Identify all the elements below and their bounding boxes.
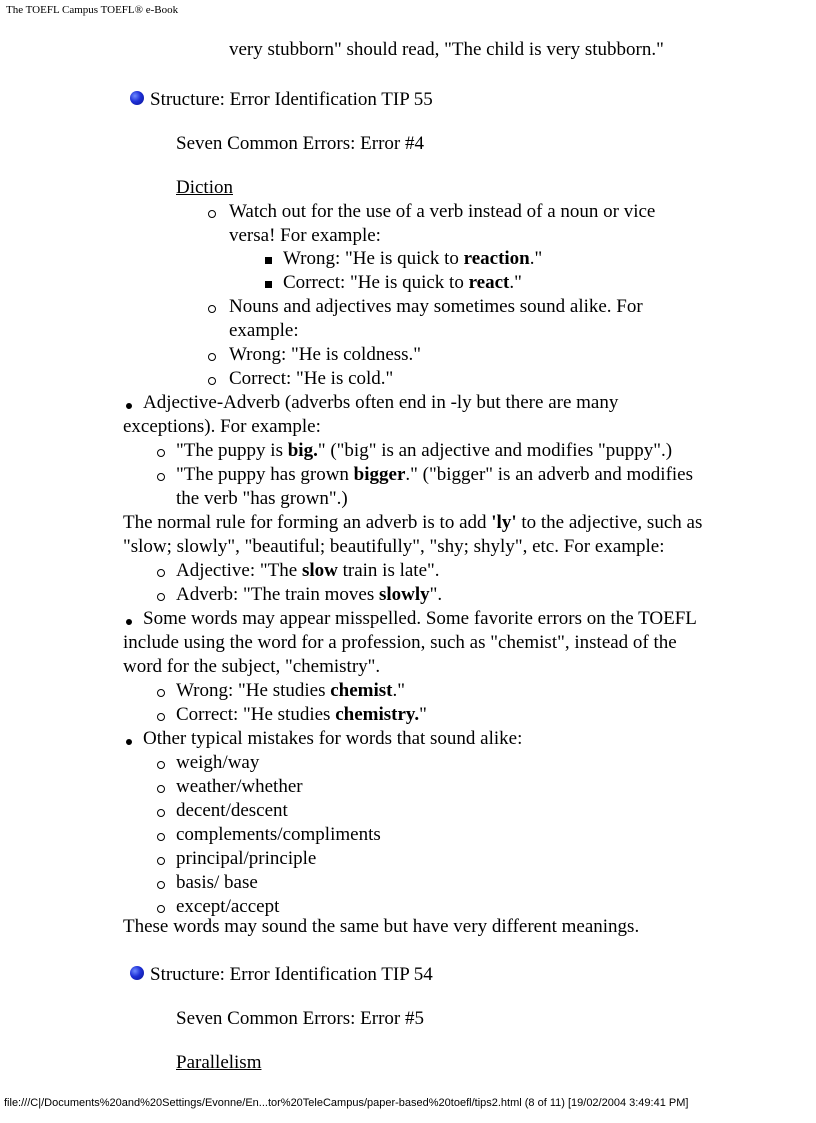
tip55-correct-example: Correct: "He is quick to react." xyxy=(283,272,522,293)
sound-alike-closing: These words may sound the same but have very different meanings. xyxy=(123,916,640,937)
list-item: complements/compliments xyxy=(176,824,381,845)
intro-tail: very stubborn" should read, "The child is very stubborn." xyxy=(229,39,664,60)
square-bullet-icon xyxy=(265,281,272,288)
chemistry-correct: Correct: "He studies chemistry." xyxy=(176,704,427,725)
tip55-heading: Diction xyxy=(176,177,233,198)
adverb-example: Adverb: "The train moves slowly". xyxy=(176,584,443,605)
circle-bullet-icon xyxy=(157,449,165,457)
tip54-subtitle: Seven Common Errors: Error #5 xyxy=(176,1008,425,1029)
tip55-title: Structure: Error Identification TIP 55 xyxy=(150,89,433,110)
tip55-item-nouns-adjectives: Nouns and adjectives may sometimes sound alike. For example: xyxy=(229,296,643,341)
square-bullet-icon xyxy=(265,257,272,264)
blue-ball-icon xyxy=(130,91,144,105)
sound-alike-bullet: Other typical mistakes for words that sound alike: xyxy=(143,728,523,749)
adj-example-bigger: "The puppy has grown bigger." ("bigger" is an adverb and modifies the verb "has grown".) xyxy=(176,464,693,509)
disc-bullet-icon xyxy=(126,739,132,745)
circle-bullet-icon xyxy=(157,809,165,817)
list-item: weather/whether xyxy=(176,776,303,797)
list-item: decent/descent xyxy=(176,800,288,821)
circle-bullet-icon xyxy=(208,353,216,361)
adj-adv-bullet: Adjective-Adverb (adverbs often end in -ly but there are many exceptions). For example: xyxy=(123,392,619,437)
adj-example-big: "The puppy is big." ("big" is an adjective and modifies "puppy".) xyxy=(176,440,673,461)
circle-bullet-icon xyxy=(208,377,216,385)
tip55-subtitle: Seven Common Errors: Error #4 xyxy=(176,133,425,154)
circle-bullet-icon xyxy=(157,857,165,865)
tip55-item-correct-cold: Correct: "He is cold." xyxy=(229,368,394,389)
circle-bullet-icon xyxy=(208,210,216,218)
tip55-item-verb-noun: Watch out for the use of a verb instead of a noun or vice versa! For example: xyxy=(229,201,656,246)
circle-bullet-icon xyxy=(157,689,165,697)
blue-ball-icon xyxy=(130,966,144,980)
page-footer-path: file:///C|/Documents%20and%20Settings/Evonne/En...tor%20TeleCampus/paper-based%20toefl/tips2.html (8 of 11) [19/02/2004 3:49:41 PM] xyxy=(4,1097,689,1109)
circle-bullet-icon xyxy=(208,305,216,313)
circle-bullet-icon xyxy=(157,833,165,841)
circle-bullet-icon xyxy=(157,593,165,601)
list-item: basis/ base xyxy=(176,872,258,893)
circle-bullet-icon xyxy=(157,761,165,769)
circle-bullet-icon xyxy=(157,473,165,481)
circle-bullet-icon xyxy=(157,569,165,577)
adjective-example: Adjective: "The slow train is late". xyxy=(176,560,440,581)
page-header: The TOEFL Campus TOEFL® e-Book xyxy=(6,4,179,16)
list-item: principal/principle xyxy=(176,848,317,869)
tip54-title: Structure: Error Identification TIP 54 xyxy=(150,964,433,985)
circle-bullet-icon xyxy=(157,713,165,721)
circle-bullet-icon xyxy=(157,905,165,913)
circle-bullet-icon xyxy=(157,785,165,793)
tip54-heading: Parallelism xyxy=(176,1052,262,1073)
adverb-rule: The normal rule for forming an adverb is to add 'ly' to the adjective, such as "slow; slowly", "beautiful; beautifully", "shy; shyly", etc. For example: xyxy=(123,512,703,557)
list-item: except/accept xyxy=(176,896,280,917)
tip55-item-wrong-coldness: Wrong: "He is coldness." xyxy=(229,344,422,365)
misspelled-bullet: Some words may appear misspelled. Some favorite errors on the TOEFL include using the word for a profession, such as "chemist", instead of the word for the subject, "chemistry". xyxy=(123,608,697,677)
chemist-wrong: Wrong: "He studies chemist." xyxy=(176,680,405,701)
circle-bullet-icon xyxy=(157,881,165,889)
list-item: weigh/way xyxy=(176,752,260,773)
tip55-wrong-example: Wrong: "He is quick to reaction." xyxy=(283,248,543,269)
